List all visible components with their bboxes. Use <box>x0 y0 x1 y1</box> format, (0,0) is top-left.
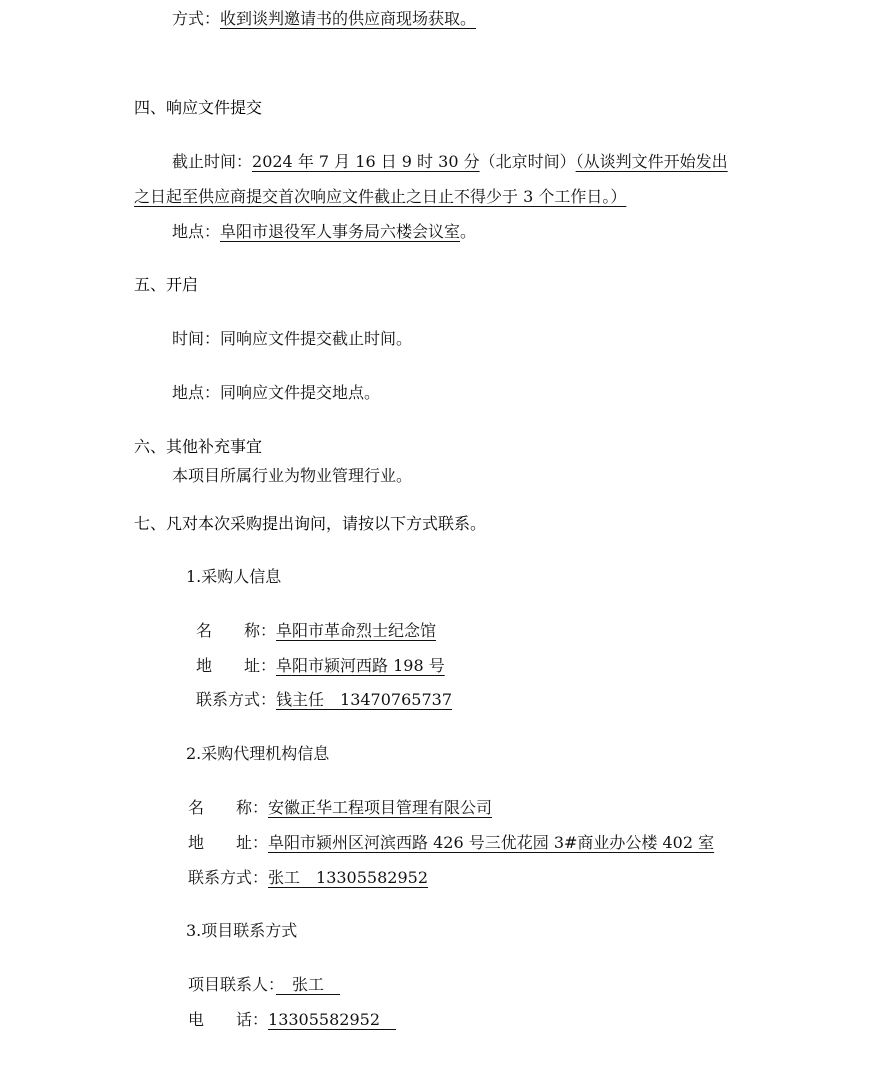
project-contact-title: 3.项目联系方式 <box>186 921 298 940</box>
deadline-line <box>172 151 728 173</box>
section-4-heading: 四、响应文件提交 <box>134 98 263 117</box>
method-value: 收到谈判邀请书的供应商现场获取。 <box>220 9 477 28</box>
purchaser-address-value: 阜阳市颍河西路 198 号 <box>276 656 445 675</box>
agency-address-label: 地 址： <box>188 833 269 852</box>
submission-location-line <box>172 221 476 243</box>
agency-address-line <box>188 832 714 854</box>
agency-address-value: 阜阳市颍州区河滨西路 426 号三优花园 3#商业办公楼 402 室 <box>268 833 715 852</box>
agency-name-label: 名 称： <box>188 798 269 817</box>
project-phone-value: 13305582952 <box>268 1010 396 1029</box>
method-line <box>172 8 476 30</box>
submission-location-end: 。 <box>460 222 477 241</box>
industry-text: 本项目所属行业为物业管理行业。 <box>172 466 413 485</box>
purchaser-contact-label: 联系方式： <box>196 690 277 709</box>
submission-location-label: 地点： <box>172 222 221 241</box>
section-7-heading: 七、凡对本次采购提出询问，请按以下方式联系。 <box>134 514 487 533</box>
deadline-note: （北京时间） <box>479 152 576 171</box>
deadline-paren-line2-row <box>134 186 626 208</box>
deadline-value: 2024 年 7 月 16 日 9 时 30 分 <box>252 152 480 171</box>
purchaser-name-value: 阜阳市革命烈士纪念馆 <box>276 621 437 640</box>
opening-location-text: 地点：同响应文件提交地点。 <box>172 383 381 402</box>
purchaser-address-label: 地 址： <box>196 656 277 675</box>
agency-contact-value: 张工 13305582952 <box>268 868 428 887</box>
deadline-label: 截止时间： <box>172 152 253 171</box>
project-person-value: 张工 <box>276 975 341 994</box>
purchaser-address-line <box>196 655 445 677</box>
opening-time-text: 时间：同响应文件提交截止时间。 <box>172 329 413 348</box>
agency-info-title: 2.采购代理机构信息 <box>186 744 330 763</box>
project-phone-label: 电 话： <box>188 1010 269 1029</box>
purchaser-name-line <box>196 620 436 642</box>
agency-contact-label: 联系方式： <box>188 868 269 887</box>
purchaser-info-title: 1.采购人信息 <box>186 567 282 586</box>
agency-name-value: 安徽正华工程项目管理有限公司 <box>268 798 493 817</box>
project-person-line <box>188 974 340 996</box>
section-5-heading: 五、开启 <box>134 275 199 294</box>
section-6-heading: 六、其他补充事宜 <box>134 437 263 456</box>
purchaser-contact-value: 钱主任 13470765737 <box>276 690 452 709</box>
purchaser-name-label: 名 称： <box>196 621 277 640</box>
deadline-paren-line2: 之日起至供应商提交首次响应文件截止之日止不得少于 3 个工作日。） <box>134 187 627 206</box>
purchaser-contact-line <box>196 689 452 711</box>
deadline-paren-line1: （从谈判文件开始发出 <box>575 152 728 171</box>
project-person-label: 项目联系人： <box>188 975 277 994</box>
submission-location-value: 阜阳市退役军人事务局六楼会议室 <box>220 222 461 241</box>
method-label: 方式： <box>172 9 221 28</box>
agency-name-line <box>188 797 492 819</box>
project-phone-line <box>188 1009 396 1031</box>
agency-contact-line <box>188 867 428 889</box>
